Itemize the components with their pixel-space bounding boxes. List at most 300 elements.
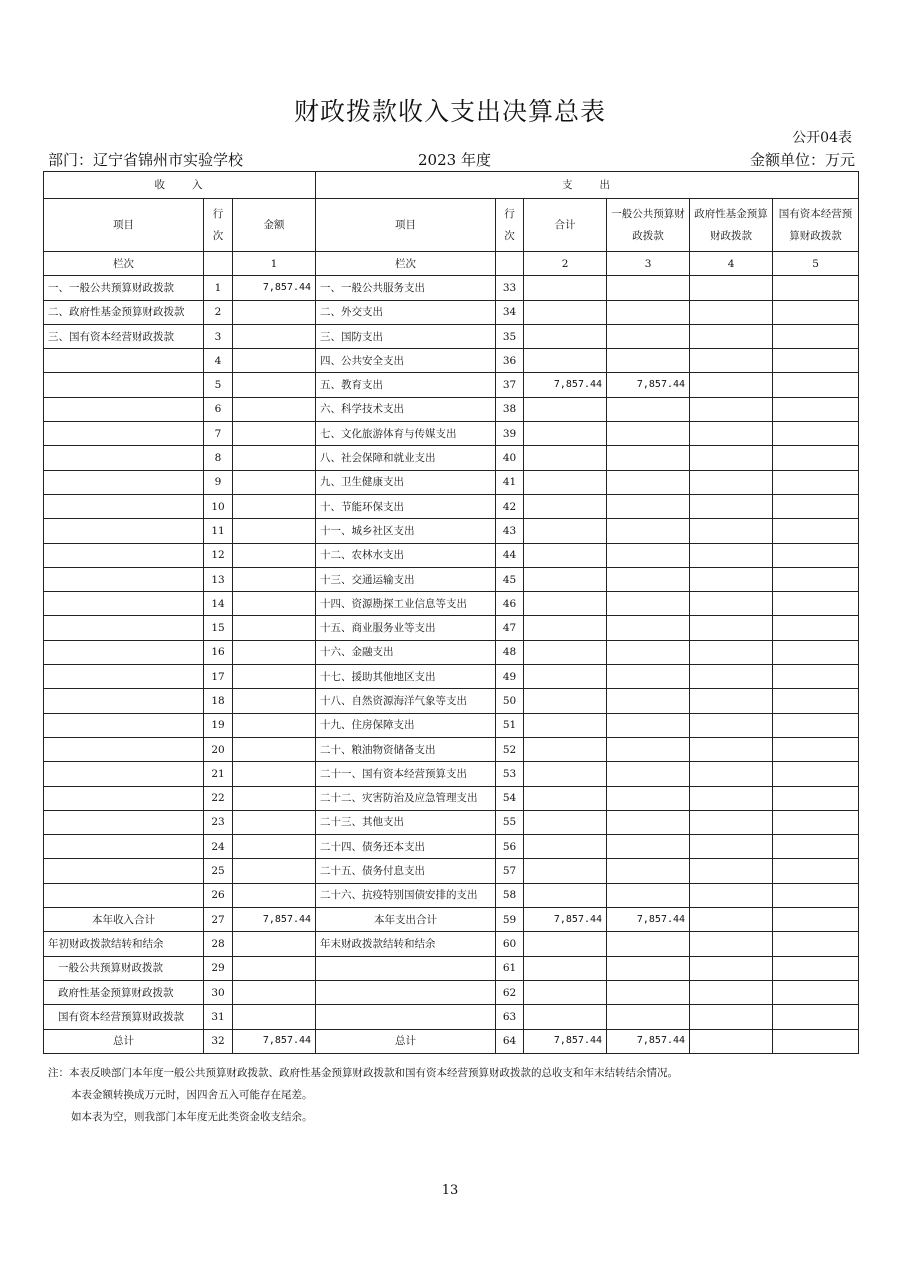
expense-general-cell [607, 713, 690, 737]
expense-total-cell [524, 446, 607, 470]
section-header-row [44, 172, 859, 199]
note-line: 本表金额转换成万元时，因四舍五入可能存在尾差。 [71, 1089, 313, 1101]
expense-gov-fund-cell [690, 1005, 773, 1029]
expense-gov-fund-cell [690, 665, 773, 689]
table-row [44, 956, 859, 980]
expense-general-cell [607, 349, 690, 373]
income-amount-cell [233, 835, 316, 859]
expense-state-capital-cell [773, 810, 859, 834]
expense-general-cell [607, 786, 690, 810]
income-amount-cell [233, 883, 316, 907]
expense-general-cell [607, 640, 690, 664]
amount-unit: 金额单位：万元 [749, 151, 855, 169]
expense-general-cell [607, 470, 690, 494]
expense-total-cell [524, 713, 607, 737]
expense-general-cell: 7,857.44 [607, 908, 690, 932]
income-line-cell: 25 [204, 859, 233, 883]
expense-total-cell [524, 980, 607, 1004]
income-line-cell: 8 [204, 446, 233, 470]
expense-total-cell [524, 1005, 607, 1029]
expense-general-cell [607, 397, 690, 421]
expense-total-cell [524, 689, 607, 713]
expense-state-capital-cell [773, 446, 859, 470]
expense-line-cell: 35 [496, 324, 524, 348]
expense-total-cell [524, 859, 607, 883]
expense-line-cell: 37 [496, 373, 524, 397]
table-row [44, 324, 859, 348]
page-number: 13 [441, 1183, 459, 1198]
income-line-cell: 22 [204, 786, 233, 810]
expense-total-cell [524, 567, 607, 591]
expense-item-cell: 年末财政拨款结转和结余 [316, 932, 496, 956]
income-amount-cell [233, 349, 316, 373]
expense-gov-fund-cell [690, 543, 773, 567]
expense-general-cell [607, 859, 690, 883]
income-item-cell [44, 737, 204, 761]
expense-total-cell [524, 786, 607, 810]
expense-general-cell [607, 835, 690, 859]
expense-general-cell: 7,857.44 [607, 373, 690, 397]
expense-total-cell: 7,857.44 [524, 1029, 607, 1053]
expense-total-cell [524, 543, 607, 567]
expense-total-cell [524, 616, 607, 640]
expense-line-cell: 40 [496, 446, 524, 470]
table-row [44, 470, 859, 494]
expense-item-cell: 六、科学技术支出 [316, 397, 496, 421]
expense-gov-fund-cell [690, 883, 773, 907]
expense-general-cell [607, 616, 690, 640]
expense-general-cell [607, 932, 690, 956]
department-label: 部门：辽宁省锦州市实验学校 [48, 151, 244, 169]
expense-total-cell [524, 592, 607, 616]
expense-item-cell: 十一、城乡社区支出 [316, 519, 496, 543]
income-amount-cell [233, 519, 316, 543]
expense-line-cell: 48 [496, 640, 524, 664]
income-item-cell [44, 422, 204, 446]
expense-item-cell: 二十、粮油物资储备支出 [316, 737, 496, 761]
expense-general-cell [607, 956, 690, 980]
income-item-cell: 国有资本经营预算财政拨款 [44, 1005, 204, 1029]
income-line-cell: 4 [204, 349, 233, 373]
income-amount-cell [233, 665, 316, 689]
expense-total-cell [524, 835, 607, 859]
expense-item-cell: 二十四、债务还本支出 [316, 835, 496, 859]
expense-item-cell: 十七、援助其他地区支出 [316, 665, 496, 689]
income-line-cell: 20 [204, 737, 233, 761]
expense-total-cell [524, 932, 607, 956]
expense-section-header: 支 出 [316, 172, 859, 199]
income-amount-cell [233, 1005, 316, 1029]
income-line-cell: 13 [204, 567, 233, 591]
income-line-cell: 17 [204, 665, 233, 689]
expense-line-cell: 58 [496, 883, 524, 907]
income-item-cell [44, 762, 204, 786]
note-line: 如本表为空，则我部门本年度无此类资金收支结余。 [71, 1111, 313, 1123]
expense-state-capital-cell [773, 397, 859, 421]
expense-total-cell [524, 470, 607, 494]
income-item-cell [44, 616, 204, 640]
expense-general-cell [607, 300, 690, 324]
expense-line-cell: 34 [496, 300, 524, 324]
column-index-row [44, 252, 859, 276]
expense-item-header: 项目 [316, 199, 496, 252]
expense-line-cell: 44 [496, 543, 524, 567]
expense-index-line [496, 252, 524, 276]
expense-gov-fund-cell [690, 592, 773, 616]
table-notes [48, 1062, 678, 1128]
income-item-cell [44, 665, 204, 689]
expense-state-capital-cell [773, 616, 859, 640]
income-line-cell: 3 [204, 324, 233, 348]
expense-line-cell: 43 [496, 519, 524, 543]
note-line: 注：本表反映部门本年度一般公共预算财政拨款、政府性基金预算财政拨款和国有资本经营预算财政拨款的总收支和年末结转结余情况。 [48, 1067, 678, 1079]
expense-line-cell: 33 [496, 276, 524, 300]
expense-item-cell: 二、外交支出 [316, 300, 496, 324]
income-item-cell [44, 835, 204, 859]
expense-gov-fund-cell [690, 762, 773, 786]
expense-line-cell: 61 [496, 956, 524, 980]
income-line-cell: 10 [204, 494, 233, 518]
expense-state-capital-cell [773, 835, 859, 859]
expense-state-capital-cell [773, 373, 859, 397]
expense-item-cell: 二十三、其他支出 [316, 810, 496, 834]
expense-line-cell: 60 [496, 932, 524, 956]
expense-index-state-capital: 5 [773, 252, 859, 276]
income-amount-cell [233, 422, 316, 446]
income-amount-cell: 7,857.44 [233, 908, 316, 932]
expense-gov-fund-cell [690, 908, 773, 932]
income-item-cell: 年初财政拨款结转和结余 [44, 932, 204, 956]
expense-line-header: 行次 [496, 199, 524, 252]
income-item-cell [44, 859, 204, 883]
expense-gov-fund-cell [690, 810, 773, 834]
expense-general-cell [607, 276, 690, 300]
expense-line-cell: 51 [496, 713, 524, 737]
income-line-cell: 23 [204, 810, 233, 834]
income-item-cell [44, 349, 204, 373]
income-amount-cell: 7,857.44 [233, 1029, 316, 1053]
expense-general-cell [607, 446, 690, 470]
table-row [44, 810, 859, 834]
expense-state-capital-cell [773, 300, 859, 324]
expense-gov-fund-cell [690, 689, 773, 713]
expense-line-cell: 41 [496, 470, 524, 494]
expense-general-header: 一般公共预算财政拨款 [607, 199, 690, 252]
income-item-cell [44, 519, 204, 543]
income-item-header: 项目 [44, 199, 204, 252]
expense-gov-fund-header: 政府性基金预算财政拨款 [690, 199, 773, 252]
expense-state-capital-cell [773, 859, 859, 883]
expense-gov-fund-cell [690, 980, 773, 1004]
income-line-cell: 14 [204, 592, 233, 616]
expense-gov-fund-cell [690, 956, 773, 980]
expense-state-capital-cell [773, 689, 859, 713]
expense-general-cell [607, 324, 690, 348]
income-amount-cell [233, 932, 316, 956]
expense-gov-fund-cell [690, 859, 773, 883]
expense-gov-fund-cell [690, 422, 773, 446]
table-row [44, 883, 859, 907]
income-line-cell: 12 [204, 543, 233, 567]
expense-item-cell [316, 1005, 496, 1029]
expense-item-cell: 十四、资源勘探工业信息等支出 [316, 592, 496, 616]
income-line-cell: 6 [204, 397, 233, 421]
expense-item-cell [316, 956, 496, 980]
income-item-cell: 二、政府性基金预算财政拨款 [44, 300, 204, 324]
expense-line-cell: 63 [496, 1005, 524, 1029]
expense-general-cell [607, 1005, 690, 1029]
expense-gov-fund-cell [690, 737, 773, 761]
table-row [44, 519, 859, 543]
table-row [44, 786, 859, 810]
income-line-cell: 1 [204, 276, 233, 300]
expense-state-capital-cell [773, 786, 859, 810]
expense-index-total: 2 [524, 252, 607, 276]
income-item-cell [44, 689, 204, 713]
income-line-cell: 21 [204, 762, 233, 786]
table-row [44, 859, 859, 883]
expense-total-cell [524, 276, 607, 300]
income-item-cell [44, 397, 204, 421]
expense-total-cell [524, 762, 607, 786]
income-amount-cell [233, 543, 316, 567]
expense-item-cell: 二十五、债务付息支出 [316, 859, 496, 883]
expense-gov-fund-cell [690, 519, 773, 543]
expense-gov-fund-cell [690, 276, 773, 300]
table-row [44, 373, 859, 397]
expense-total-cell [524, 640, 607, 664]
column-header-row [44, 199, 859, 252]
expense-total-cell [524, 349, 607, 373]
expense-line-cell: 52 [496, 737, 524, 761]
income-amount-cell [233, 956, 316, 980]
expense-total-cell [524, 519, 607, 543]
expense-state-capital-cell [773, 592, 859, 616]
expense-general-cell [607, 883, 690, 907]
expense-line-cell: 64 [496, 1029, 524, 1053]
expense-gov-fund-cell [690, 616, 773, 640]
expense-index-label: 栏次 [316, 252, 496, 276]
expense-item-cell: 十、节能环保支出 [316, 494, 496, 518]
expense-state-capital-cell [773, 1005, 859, 1029]
table-row [44, 543, 859, 567]
income-line-cell: 19 [204, 713, 233, 737]
expense-item-cell: 七、文化旅游体育与传媒支出 [316, 422, 496, 446]
expense-item-cell: 十九、住房保障支出 [316, 713, 496, 737]
income-amount-cell [233, 762, 316, 786]
expense-line-cell: 53 [496, 762, 524, 786]
table-row [44, 737, 859, 761]
expense-item-cell: 八、社会保障和就业支出 [316, 446, 496, 470]
income-line-cell: 16 [204, 640, 233, 664]
expense-gov-fund-cell [690, 567, 773, 591]
income-line-cell: 26 [204, 883, 233, 907]
income-line-cell: 18 [204, 689, 233, 713]
income-line-cell: 32 [204, 1029, 233, 1053]
fiscal-year: 2023 年度 [418, 151, 491, 169]
expense-item-cell: 二十二、灾害防治及应急管理支出 [316, 786, 496, 810]
table-row [44, 397, 859, 421]
income-line-cell: 5 [204, 373, 233, 397]
income-line-cell: 29 [204, 956, 233, 980]
expense-gov-fund-cell [690, 835, 773, 859]
expense-state-capital-header: 国有资本经营预算财政拨款 [773, 199, 859, 252]
expense-gov-fund-cell [690, 397, 773, 421]
expense-index-general: 3 [607, 252, 690, 276]
expense-state-capital-cell [773, 713, 859, 737]
table-row [44, 1029, 859, 1053]
expense-total-cell [524, 324, 607, 348]
expense-state-capital-cell [773, 883, 859, 907]
income-line-cell: 28 [204, 932, 233, 956]
income-amount-cell [233, 592, 316, 616]
expense-total-cell: 7,857.44 [524, 373, 607, 397]
income-item-cell [44, 786, 204, 810]
income-item-cell [44, 494, 204, 518]
income-item-cell [44, 810, 204, 834]
income-amount-cell [233, 859, 316, 883]
table-row [44, 616, 859, 640]
expense-total-cell: 7,857.44 [524, 908, 607, 932]
expense-total-cell [524, 665, 607, 689]
income-item-cell: 三、国有资本经营财政拨款 [44, 324, 204, 348]
expense-line-cell: 49 [496, 665, 524, 689]
table-row [44, 689, 859, 713]
expense-total-cell [524, 494, 607, 518]
expense-line-cell: 55 [496, 810, 524, 834]
table-row [44, 835, 859, 859]
income-section-header: 收 入 [44, 172, 316, 199]
expense-state-capital-cell [773, 640, 859, 664]
expense-total-cell [524, 422, 607, 446]
expense-item-cell: 十三、交通运输支出 [316, 567, 496, 591]
income-amount-cell [233, 567, 316, 591]
expense-general-cell [607, 665, 690, 689]
income-amount-cell [233, 300, 316, 324]
income-amount-header: 金额 [233, 199, 316, 252]
expense-state-capital-cell [773, 470, 859, 494]
expense-item-cell: 二十六、抗疫特别国债安排的支出 [316, 883, 496, 907]
expense-general-cell [607, 737, 690, 761]
income-line-header: 行次 [204, 199, 233, 252]
income-item-cell: 一般公共预算财政拨款 [44, 956, 204, 980]
income-line-cell: 24 [204, 835, 233, 859]
income-item-cell [44, 883, 204, 907]
income-item-cell [44, 567, 204, 591]
table-meta [48, 149, 855, 169]
expense-line-cell: 47 [496, 616, 524, 640]
expense-item-cell: 总计 [316, 1029, 496, 1053]
income-line-cell: 11 [204, 519, 233, 543]
income-amount-cell [233, 810, 316, 834]
expense-gov-fund-cell [690, 470, 773, 494]
income-amount-cell [233, 640, 316, 664]
income-amount-cell [233, 713, 316, 737]
expense-total-cell [524, 883, 607, 907]
expense-general-cell [607, 592, 690, 616]
expense-state-capital-cell [773, 567, 859, 591]
expense-line-cell: 56 [496, 835, 524, 859]
expense-item-cell: 十六、金融支出 [316, 640, 496, 664]
income-index-line [204, 252, 233, 276]
expense-line-cell: 36 [496, 349, 524, 373]
table-row [44, 640, 859, 664]
expense-state-capital-cell [773, 737, 859, 761]
expense-general-cell: 7,857.44 [607, 1029, 690, 1053]
expense-line-cell: 54 [496, 786, 524, 810]
expense-gov-fund-cell [690, 640, 773, 664]
form-number: 公开04表 [792, 130, 852, 146]
expense-total-cell [524, 397, 607, 421]
expense-state-capital-cell [773, 665, 859, 689]
income-amount-cell [233, 786, 316, 810]
income-line-cell: 31 [204, 1005, 233, 1029]
expense-item-cell: 十二、农林水支出 [316, 543, 496, 567]
expense-gov-fund-cell [690, 786, 773, 810]
expense-state-capital-cell [773, 543, 859, 567]
expense-line-cell: 59 [496, 908, 524, 932]
expense-gov-fund-cell [690, 324, 773, 348]
expense-state-capital-cell [773, 932, 859, 956]
expense-line-cell: 57 [496, 859, 524, 883]
income-amount-cell [233, 397, 316, 421]
income-amount-cell [233, 324, 316, 348]
expense-state-capital-cell [773, 422, 859, 446]
expense-item-cell: 一、一般公共服务支出 [316, 276, 496, 300]
expense-total-cell [524, 300, 607, 324]
expense-state-capital-cell [773, 908, 859, 932]
income-amount-cell [233, 689, 316, 713]
expense-line-cell: 62 [496, 980, 524, 1004]
expense-general-cell [607, 689, 690, 713]
expense-general-cell [607, 543, 690, 567]
expense-state-capital-cell [773, 762, 859, 786]
expense-item-cell [316, 980, 496, 1004]
expense-state-capital-cell [773, 349, 859, 373]
table-row [44, 300, 859, 324]
expense-state-capital-cell [773, 956, 859, 980]
income-line-cell: 30 [204, 980, 233, 1004]
income-amount-cell [233, 470, 316, 494]
expense-gov-fund-cell [690, 300, 773, 324]
income-item-cell [44, 373, 204, 397]
income-line-cell: 27 [204, 908, 233, 932]
table-row [44, 592, 859, 616]
income-line-cell: 2 [204, 300, 233, 324]
expense-gov-fund-cell [690, 932, 773, 956]
income-amount-cell [233, 616, 316, 640]
page-title: 财政拨款收入支出决算总表 [293, 97, 606, 126]
expense-gov-fund-cell [690, 713, 773, 737]
income-amount-cell: 7,857.44 [233, 276, 316, 300]
expense-item-cell: 五、教育支出 [316, 373, 496, 397]
income-item-cell [44, 640, 204, 664]
expense-item-cell: 三、国防支出 [316, 324, 496, 348]
table-row [44, 422, 859, 446]
income-line-cell: 7 [204, 422, 233, 446]
expense-general-cell [607, 762, 690, 786]
expense-total-header: 合计 [524, 199, 607, 252]
income-item-cell: 政府性基金预算财政拨款 [44, 980, 204, 1004]
income-amount-cell [233, 446, 316, 470]
expense-item-cell: 十五、商业服务业等支出 [316, 616, 496, 640]
expense-gov-fund-cell [690, 494, 773, 518]
expense-state-capital-cell [773, 519, 859, 543]
income-index-label: 栏次 [44, 252, 204, 276]
budget-table [43, 171, 859, 1054]
income-item-cell: 总计 [44, 1029, 204, 1053]
expense-general-cell [607, 494, 690, 518]
